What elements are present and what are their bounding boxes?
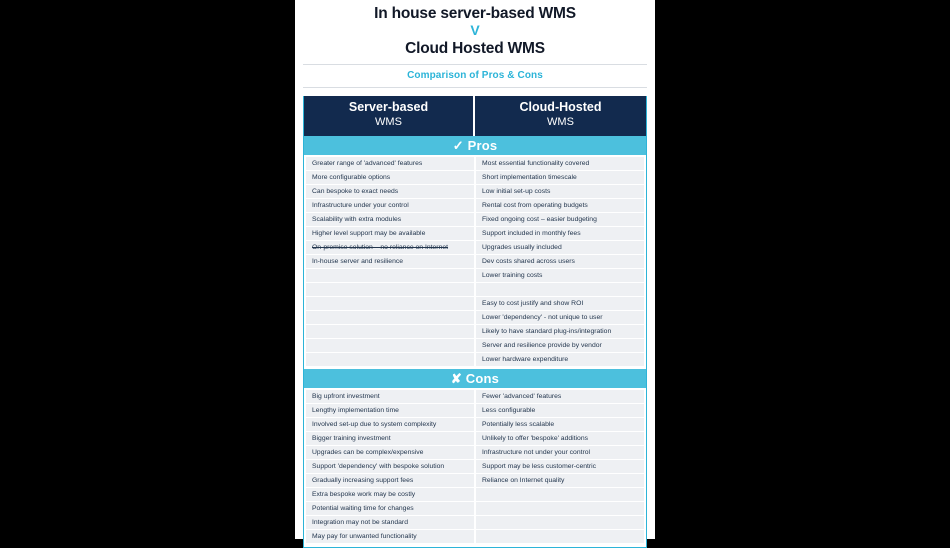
table-row — [304, 516, 646, 530]
table-row — [304, 157, 646, 171]
table-cell-right — [476, 530, 644, 543]
table-cell-left — [306, 325, 474, 338]
page-title-line2: Cloud Hosted WMS — [405, 39, 545, 57]
section-header-pros: ✓ Pros — [304, 136, 646, 155]
table-row — [304, 446, 646, 460]
table-cell-left: Can bespoke to exact needs — [306, 185, 474, 198]
table-cell-left: Scalability with extra modules — [306, 213, 474, 226]
table-cell-left: In-house server and resilience — [306, 255, 474, 268]
table-cell-right: Rental cost from operating budgets — [476, 199, 644, 212]
table-cell-left: Support 'dependency' with bespoke solution — [306, 460, 474, 473]
table-cell-right — [476, 516, 644, 529]
table-cell-left — [306, 339, 474, 352]
table-row — [304, 474, 646, 488]
table-cell-right: Support may be less customer-centric — [476, 460, 644, 473]
document-page — [295, 0, 655, 539]
column-header-cloud-hosted — [475, 96, 646, 136]
comparison-table — [303, 96, 647, 548]
table-cell-right: Support included in monthly fees — [476, 227, 644, 240]
table-header-row — [304, 96, 646, 136]
table-cell-right — [476, 488, 644, 501]
table-row — [304, 432, 646, 446]
table-cell-left — [306, 241, 474, 254]
table-cell-right: Most essential functionality covered — [476, 157, 644, 170]
table-cell-left — [306, 311, 474, 324]
table-cell-left — [306, 297, 474, 310]
table-row — [304, 185, 646, 199]
column-header-cloud-hosted-sub: WMS — [547, 115, 574, 128]
pros-rows — [304, 155, 646, 369]
table-row — [304, 488, 646, 502]
table-row — [304, 502, 646, 516]
table-row — [304, 283, 646, 297]
table-cell-left: Lengthy implementation time — [306, 404, 474, 417]
table-row — [304, 241, 646, 255]
table-row — [304, 255, 646, 269]
column-header-cloud-hosted-main: Cloud-Hosted — [519, 100, 602, 115]
table-cell-left: Greater range of 'advanced' features — [306, 157, 474, 170]
table-row — [304, 297, 646, 311]
table-cell-right: Easy to cost justify and show ROI — [476, 297, 644, 310]
table-cell-left: Integration may not be standard — [306, 516, 474, 529]
table-cell-left: Upgrades can be complex/expensive — [306, 446, 474, 459]
table-cell-left — [306, 353, 474, 366]
table-cell-left: Infrastructure under your control — [306, 199, 474, 212]
table-cell-left: Bigger training investment — [306, 432, 474, 445]
table-cell-right: Server and resilience provide by vendor — [476, 339, 644, 352]
table-cell-right: Lower 'dependency' - not unique to user — [476, 311, 644, 324]
table-cell-right: Short implementation timescale — [476, 171, 644, 184]
table-cell-left: Extra bespoke work may be costly — [306, 488, 474, 501]
table-row — [304, 530, 646, 544]
table-cell-left: Higher level support may be available — [306, 227, 474, 240]
page-subtitle: Comparison of Pros & Cons — [407, 70, 543, 82]
page-title-line1: In house server-based WMS — [374, 5, 576, 22]
table-row — [304, 199, 646, 213]
table-cell-left: Gradually increasing support fees — [306, 474, 474, 487]
table-cell-right: Dev costs shared across users — [476, 255, 644, 268]
table-row — [304, 390, 646, 404]
table-row — [304, 460, 646, 474]
struck-text: On-premise solution – no reliance on Internet — [312, 244, 449, 252]
versus-label: V — [470, 22, 480, 39]
table-row — [304, 171, 646, 185]
table-row — [304, 404, 646, 418]
table-cell-right: Reliance on Internet quality — [476, 474, 644, 487]
table-cell-right: Less configurable — [476, 404, 644, 417]
table-row — [304, 339, 646, 353]
divider-bottom — [303, 87, 647, 88]
table-cell-right: Infrastructure not under your control — [476, 446, 644, 459]
table-cell-right: Fewer 'advanced' features — [476, 390, 644, 403]
table-cell-left: May pay for unwanted functionality — [306, 530, 474, 543]
table-cell-right — [476, 502, 644, 515]
table-cell-left: Potential waiting time for changes — [306, 502, 474, 515]
table-cell-left: Involved set-up due to system complexity — [306, 418, 474, 431]
table-cell-right: Fixed ongoing cost – easier budgeting — [476, 213, 644, 226]
section-header-cons: ✘ Cons — [304, 369, 646, 388]
table-cell-left — [306, 269, 474, 282]
table-cell-right: Low initial set-up costs — [476, 185, 644, 198]
table-cell-right — [476, 283, 644, 296]
column-header-server-based — [304, 96, 475, 136]
table-cell-left: Big upfront investment — [306, 390, 474, 403]
table-cell-right: Lower hardware expenditure — [476, 353, 644, 366]
table-cell-left — [306, 283, 474, 296]
table-cell-left: More configurable options — [306, 171, 474, 184]
table-row — [304, 418, 646, 432]
title-block — [295, 0, 655, 58]
table-row — [304, 325, 646, 339]
column-header-server-based-main: Server-based — [348, 100, 429, 115]
table-row — [304, 227, 646, 241]
table-cell-right: Potentially less scalable — [476, 418, 644, 431]
table-row — [304, 311, 646, 325]
table-cell-right: Lower training costs — [476, 269, 644, 282]
table-cell-right: Likely to have standard plug-ins/integration — [476, 325, 644, 338]
table-row — [304, 213, 646, 227]
table-row — [304, 353, 646, 367]
cons-rows — [304, 388, 646, 547]
table-cell-right: Unlikely to offer 'bespoke' additions — [476, 432, 644, 445]
table-cell-right: Upgrades usually included — [476, 241, 644, 254]
table-row — [304, 269, 646, 283]
column-header-server-based-sub: WMS — [375, 115, 402, 128]
